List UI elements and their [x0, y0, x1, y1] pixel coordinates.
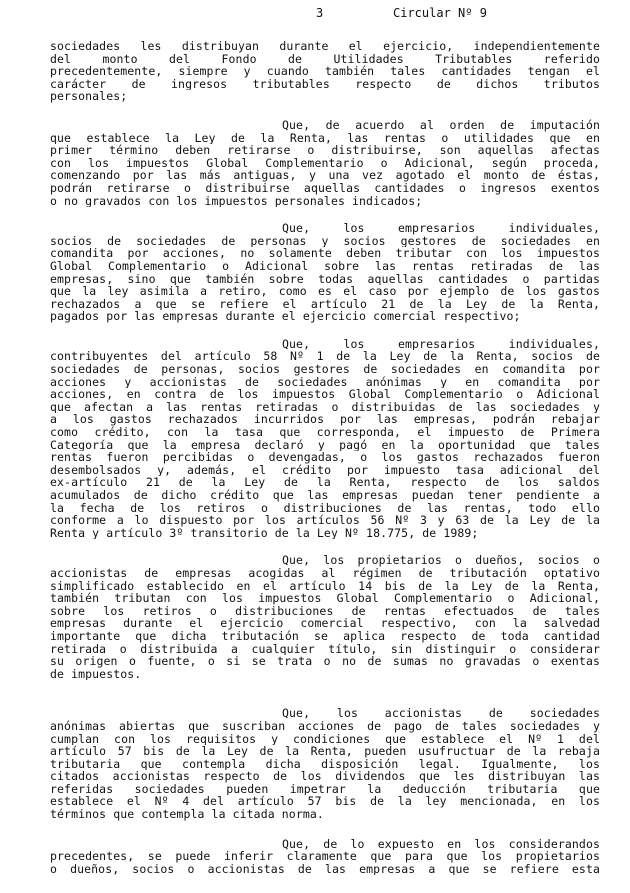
- document-body: [50, 26, 600, 875]
- text-line: accionistas de empresas acogidas al régimen de tributación optativo: [50, 566, 600, 580]
- text-line: Global Complementario o Adicional sobre las rentas retiradas de las: [50, 259, 600, 273]
- text-line: que establece la Ley de la Renta, las rentas o utilidades que en: [50, 131, 600, 145]
- text-line: de impuestos.: [50, 667, 142, 681]
- text-line: carácter de ingresos tributables respecto de dichos tributos: [50, 77, 600, 91]
- text-line: o no gravados con los impuestos personales indicados;: [50, 194, 423, 208]
- text-line: Que, los propietarios o dueños, socios o: [282, 554, 600, 567]
- text-line: comenzando por las más antiguas, y una vez agotado el monto de éstas,: [50, 169, 600, 182]
- text-line: su origen o fuente, o si se trata o no de sumas no gravadas o exentas: [50, 655, 600, 668]
- text-line: Que, de lo expuesto en los considerandos: [282, 837, 600, 851]
- paragraph: [50, 222, 600, 323]
- text-line: importante que dicha tributación se aplica respecto de toda cantidad: [50, 629, 600, 643]
- text-line: del monto del Fondo de Utilidades Tributables referido: [50, 52, 600, 66]
- text-line: rentas fueron percibidas o devengadas, o los gastos rechazados fueron: [50, 451, 600, 464]
- text-line: citados accionistas respecto de los dividendos que les distribuyan las: [50, 770, 600, 783]
- circular-number: Circular Nº 9: [393, 6, 487, 20]
- text-line: sociedades les distribuyan durante el ejercicio, independientemente: [50, 40, 600, 53]
- paragraph: [50, 40, 600, 103]
- text-line: acumulados de dicho crédito que las empresas puedan tener pendiente a: [50, 489, 600, 502]
- text-line: primer término deben retirarse o distribuirse, son aquellas afectas: [50, 144, 600, 157]
- text-line: empresas durante el ejercicio comercial respectivo, con la salvedad: [50, 617, 600, 630]
- text-line: Categoría que la empresa declaró y pagó en la oportunidad que tales: [50, 438, 600, 452]
- text-line: ex-artículo 21 de la Ley de la Renta, respecto de los saldos: [50, 476, 600, 489]
- text-line: precedentes, se puede inferir claramente que para que los propietarios: [50, 850, 600, 863]
- text-line: personales;: [50, 90, 128, 103]
- paragraph: [50, 554, 600, 680]
- text-line: cumplan con los requisitos y condiciones que establece el Nº 1 del: [50, 732, 600, 746]
- text-line: podrán retirarse o distribuirse aquellas cantidades o ingresos exentos: [50, 181, 600, 195]
- text-line: acciones y accionistas de sociedades anónimas y en comandita por: [50, 375, 600, 389]
- page-header: [0, 5, 630, 23]
- text-line: a los gastos rechazados incurridos por las empresas, podrán rebajar: [50, 413, 600, 427]
- text-line: tributaria que contempla dicha disposición legal. Igualmente, los: [50, 757, 600, 771]
- text-line: también tributan con los impuestos Global Complementario o Adicional,: [50, 592, 600, 605]
- text-line: desembolsados y, además, el crédito por impuesto tasa adicional del: [50, 463, 600, 477]
- text-line: conforme a lo dispuesto por los artículos 56 Nº 3 y 63 de la Ley de la: [50, 514, 600, 527]
- text-line: artículo 57 bis de la Ley de la Renta, pueden usufructuar de la rebaja: [50, 745, 600, 758]
- text-line: precedentemente, siempre y cuando también tales cantidades tengan el: [50, 65, 600, 78]
- paragraph: [50, 338, 600, 540]
- text-line: que la ley asimila a retiro, como es el caso por ejemplo de los gastos: [50, 285, 600, 298]
- text-line: simplificado establecido en el artículo 14 bis de la Ley de la Renta,: [50, 579, 600, 593]
- text-line: términos que contempla la citada norma.: [50, 808, 324, 821]
- text-line: o dueños, socios o accionistas de las empresas a que se refiere esta: [50, 862, 600, 876]
- text-line: establece el Nº 4 del artículo 57 bis de la ley mencionada, en los: [50, 795, 600, 809]
- text-line: rechazados a que se refiere el artículo 21 de la Ley de la Renta,: [50, 297, 600, 311]
- text-line: Que, de acuerdo al orden de imputación: [282, 118, 600, 132]
- text-line: comandita por acciones, no solamente deben tributar con los impuestos: [50, 247, 600, 260]
- text-line: la fecha de los retiros o distribuciones de las rentas, todo ello: [50, 501, 600, 515]
- text-line: que afectan a las rentas retiradas o distribuidas de las sociedades y: [50, 400, 600, 414]
- text-line: como crédito, con la tasa que corresponda, el impuesto de Primera: [50, 426, 600, 439]
- text-line: Que, los empresarios individuales,: [282, 337, 600, 351]
- text-line: Que, los empresarios individuales,: [282, 222, 600, 235]
- page-number: 3: [316, 6, 324, 20]
- paragraph: [50, 119, 600, 207]
- text-line: contribuyentes del artículo 58 Nº 1 de la Ley de la Renta, socios de: [50, 350, 600, 364]
- text-line: empresas, sino que también sobre todas aquellas cantidades o partidas: [50, 272, 600, 286]
- text-line: Renta y artículo 3º transitorio de la Ley Nº 18.775, de 1989;: [50, 526, 479, 540]
- text-line: acciones, en contra de los impuestos Global Complementario o Adicional: [50, 388, 600, 401]
- paragraph: [50, 707, 600, 820]
- text-line: retirada o distribuida a cualquier título, sin distinguir o considerar: [50, 642, 600, 656]
- text-line: con los impuestos Global Complementario o Adicional, según proceda,: [50, 156, 600, 170]
- text-line: sociedades de personas, socios gestores de sociedades en comandita por: [50, 363, 600, 376]
- text-line: anónimas abiertas que suscriban acciones de pago de tales sociedades y: [50, 719, 600, 733]
- text-line: Que, los accionistas de sociedades: [282, 707, 600, 720]
- text-line: referidas sociedades pueden impetrar la deducción tributaria que: [50, 782, 600, 796]
- text-line: socios de sociedades de personas y socios gestores de sociedades en: [50, 234, 600, 248]
- text-line: sobre los retiros o distribuciones de rentas efectuados de tales: [50, 604, 600, 618]
- text-line: pagados por las empresas durante el ejercicio comercial respectivo;: [50, 310, 521, 323]
- paragraph: [50, 838, 600, 876]
